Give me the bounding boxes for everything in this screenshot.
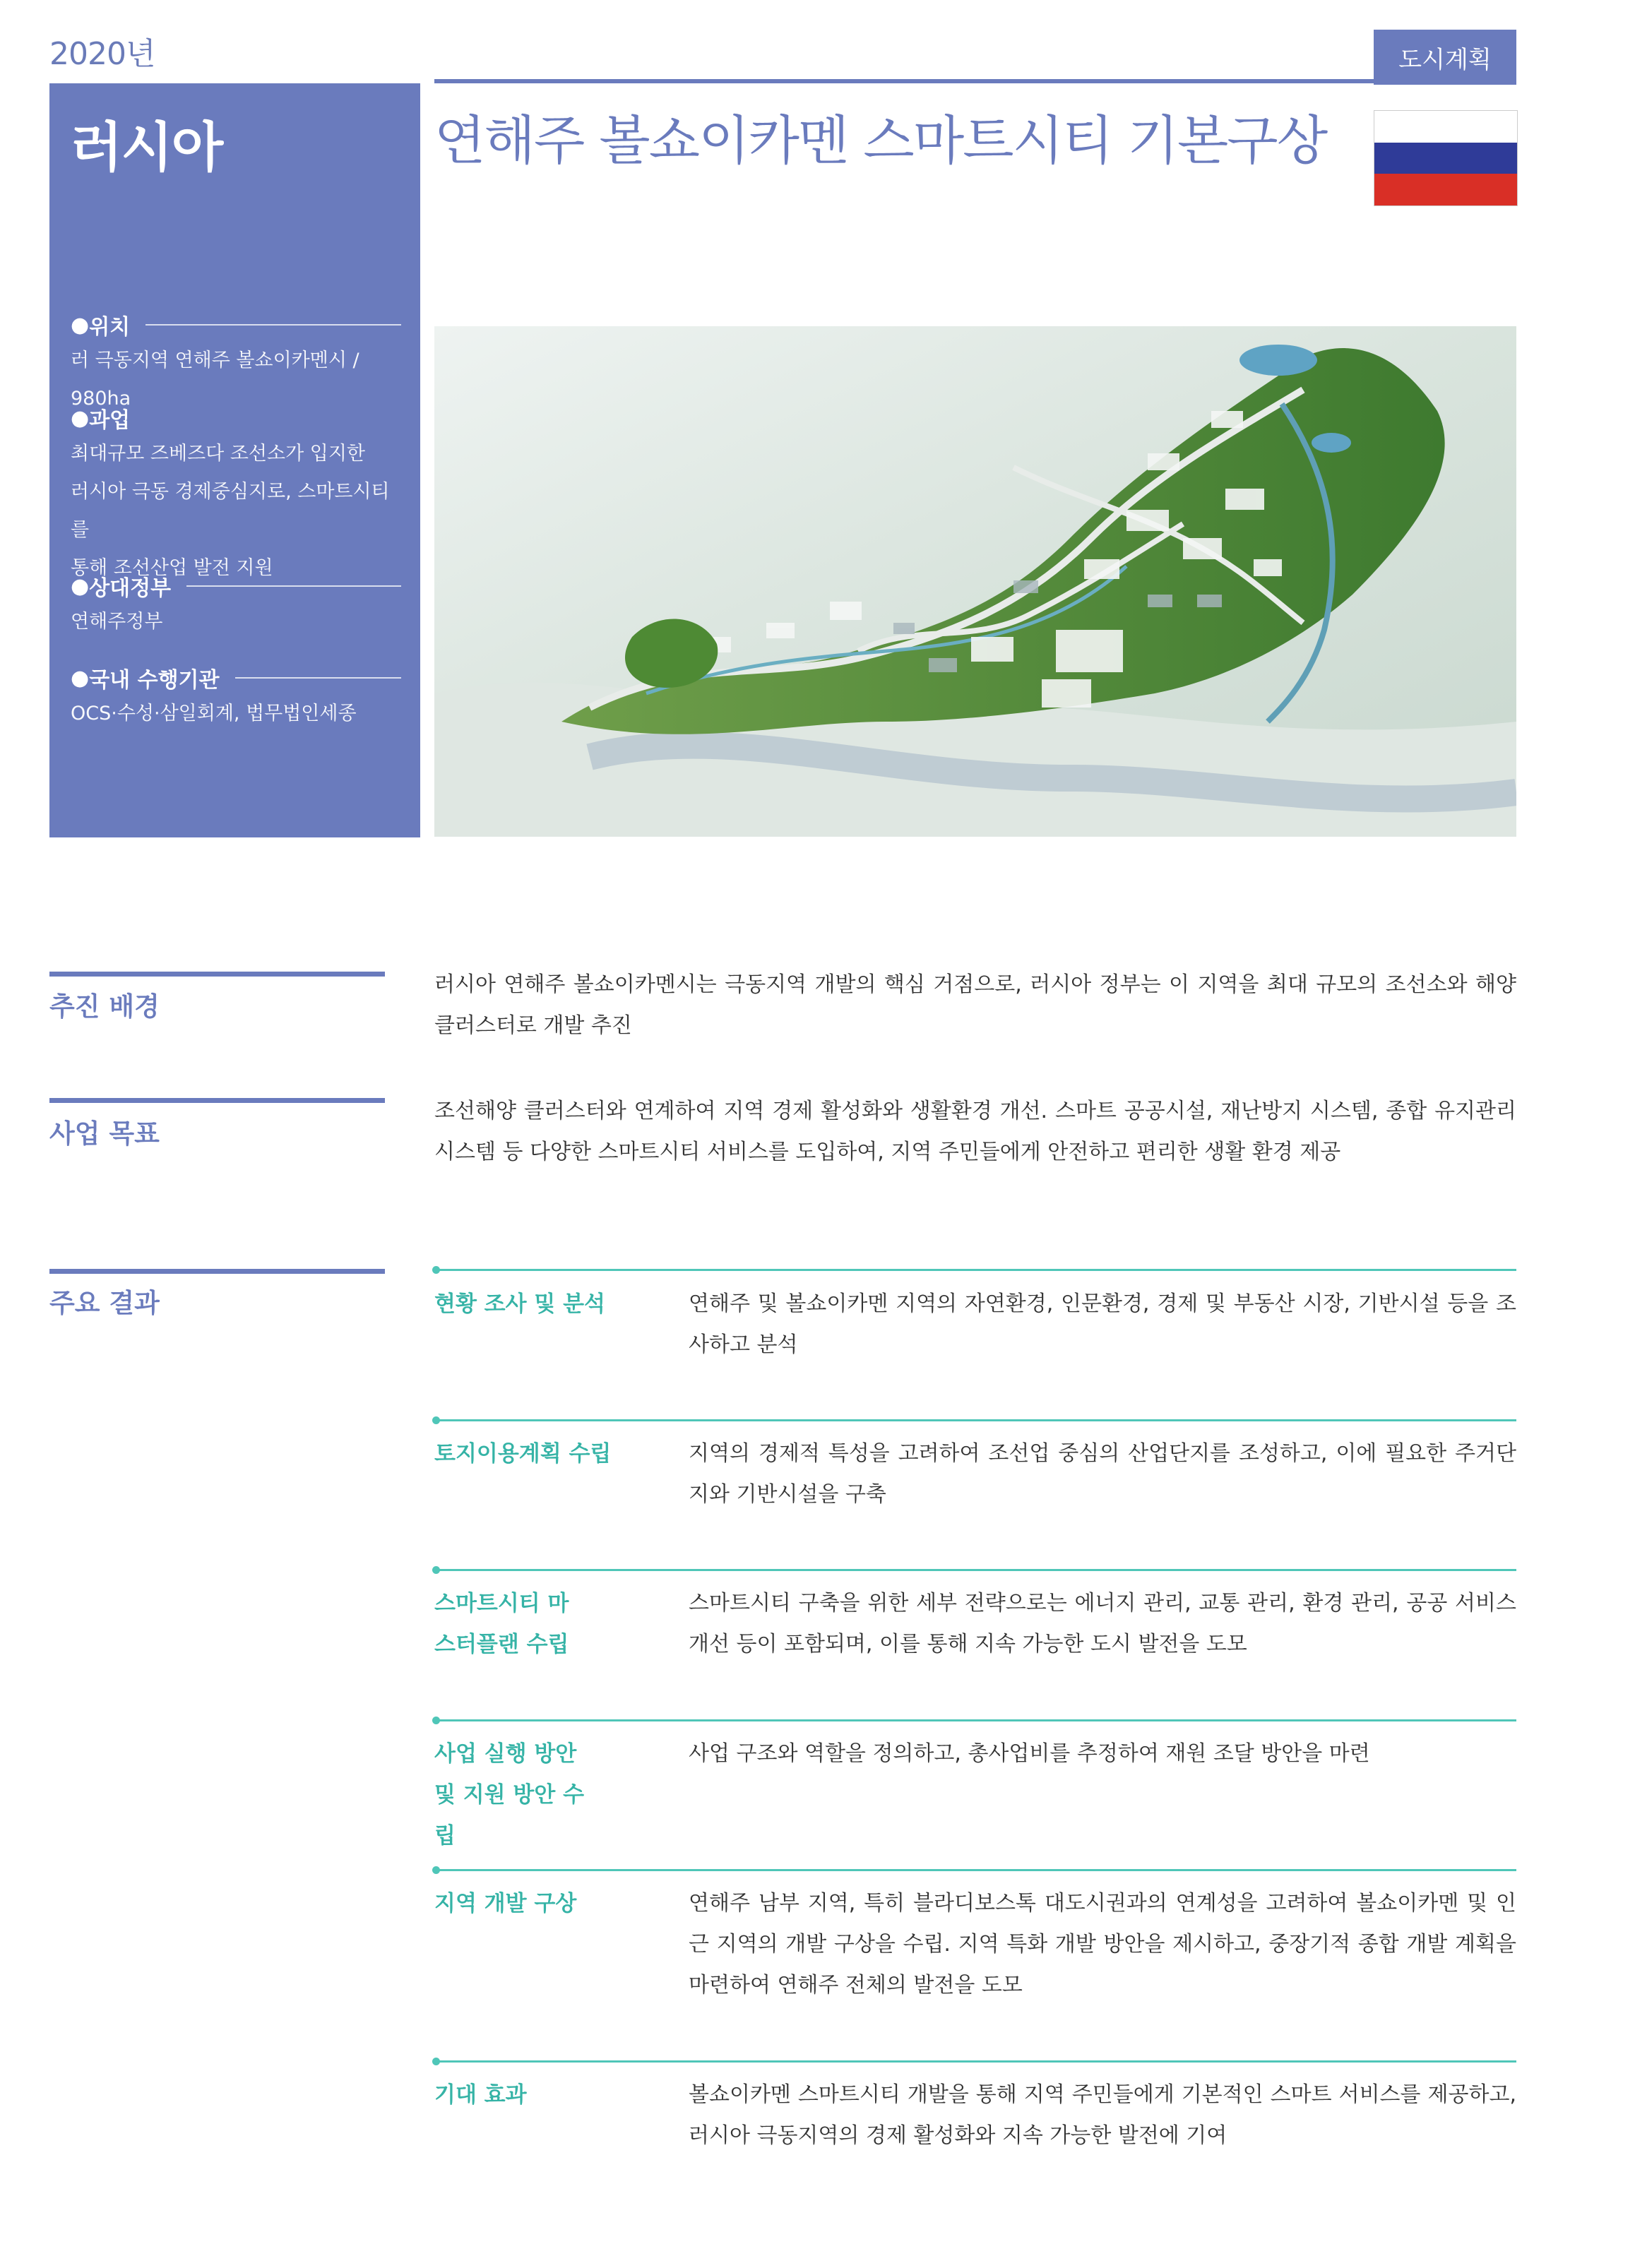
result-label: 토지이용계획 수립	[434, 1441, 612, 1467]
section-divider	[49, 1269, 385, 1274]
section-text-background: 러시아 연해주 볼쇼이카멘시는 극동지역 개발의 핵심 거점으로, 러시아 정부는 이 지역을 최대 규모의 조선소와 해양 클러스터로 개발 추진	[434, 972, 1516, 1038]
result-label: 현황 조사 및 분석	[434, 1291, 605, 1317]
result-text: 지역의 경제적 특성을 고려하여 조선업 중심의 산업단지를 조성하고, 이에 필요한 주거단지와 기반시설을 구축	[689, 1441, 1516, 1507]
section-label-goal: 사업 목표	[49, 1118, 160, 1149]
info-partner-value: 연해주정부	[71, 611, 163, 633]
bullet-icon: ●	[71, 312, 90, 338]
result-divider	[434, 1869, 1516, 1871]
info-task-label: 과업	[89, 408, 131, 433]
result-text: 스마트시티 구축을 위한 세부 전략으로는 에너지 관리, 교통 관리, 환경 관리, 공공 서비스 개선 등이 포함되며, 이를 통해 지속 가능한 도시 발전을 도모	[689, 1591, 1516, 1657]
info-partner-label: 상대정부	[89, 576, 172, 601]
info-agency-value: OCS·수성·삼일회계, 법무법인세종	[71, 703, 357, 724]
russia-flag-icon	[1374, 110, 1518, 206]
info-location-label: 위치	[89, 315, 131, 340]
result-label: 스마트시티 마스터플랜 수립	[434, 1591, 569, 1657]
result-divider	[434, 1269, 1516, 1271]
result-label: 기대 효과	[434, 2082, 527, 2108]
bullet-icon: ●	[71, 405, 90, 431]
year-label: 2020년	[49, 36, 155, 72]
bullet-icon: ●	[71, 665, 90, 691]
result-divider	[434, 1419, 1516, 1421]
result-text: 볼쇼이카멘 스마트시티 개발을 통해 지역 주민들에게 기본적인 스마트 서비스를 제공하고, 러시아 극동지역의 경제 활성화와 지속 가능한 발전에 기여	[689, 2082, 1516, 2148]
result-label: 사업 실행 방안 및 지원 방안 수립	[434, 1741, 585, 1849]
masterplan-aerial-image	[434, 326, 1516, 837]
result-divider	[434, 1719, 1516, 1721]
info-agency	[71, 661, 401, 733]
category-badge: 도시계획	[1374, 30, 1516, 85]
result-divider	[434, 1569, 1516, 1571]
section-divider	[49, 972, 385, 977]
info-task-line: 러시아 극동 경제중심지로, 스마트시티를	[71, 481, 390, 541]
info-task-line: 최대규모 즈베즈다 조선소가 입지한	[71, 443, 365, 465]
country-name: 러시아	[71, 116, 222, 179]
section-label-background: 추진 배경	[49, 991, 160, 1022]
result-text: 연해주 남부 지역, 특히 블라디보스톡 대도시권과의 연계성을 고려하여 볼쇼이카멘 및 인근 지역의 개발 구상을 수립. 지역 특화 개발 방안을 제시하고, 중장기적 종합 개발 계획을 마련하여 연해주 전체의 발전을 도모	[689, 1891, 1516, 1998]
section-divider	[49, 1098, 385, 1103]
result-text: 사업 구조와 역할을 정의하고, 총사업비를 추정하여 재원 조달 방안을 마련	[689, 1741, 1370, 1766]
result-label: 지역 개발 구상	[434, 1891, 577, 1916]
section-text-goal: 조선해양 클러스터와 연계하여 지역 경제 활성화와 생활환경 개선. 스마트 공공시설, 재난방지 시스템, 종합 유지관리 시스템 등 다양한 스마트시티 서비스를 도입하여, 지역 주민들에게 안전하고 편리한 생활 환경 제공	[434, 1099, 1516, 1164]
result-text: 연해주 및 볼쇼이카멘 지역의 자연환경, 인문환경, 경제 및 부동산 시장, 기반시설 등을 조사하고 분석	[689, 1291, 1516, 1357]
section-label-results: 주요 결과	[49, 1288, 160, 1318]
info-agency-label: 국내 수행기관	[89, 668, 220, 693]
sidebar-panel	[49, 83, 420, 837]
result-divider	[434, 2060, 1516, 2063]
bullet-icon: ●	[71, 573, 90, 599]
info-task-line: 통해 조선산업 발전 지원	[71, 557, 273, 579]
info-partner	[71, 569, 401, 641]
info-location-value: 러 극동지역 연해주 볼쇼이카멘시 / 980ha	[71, 350, 359, 410]
info-task	[71, 401, 401, 587]
header-divider	[434, 79, 1516, 83]
page-title: 연해주 볼쇼이카멘 스마트시티 기본구상	[434, 109, 1327, 172]
